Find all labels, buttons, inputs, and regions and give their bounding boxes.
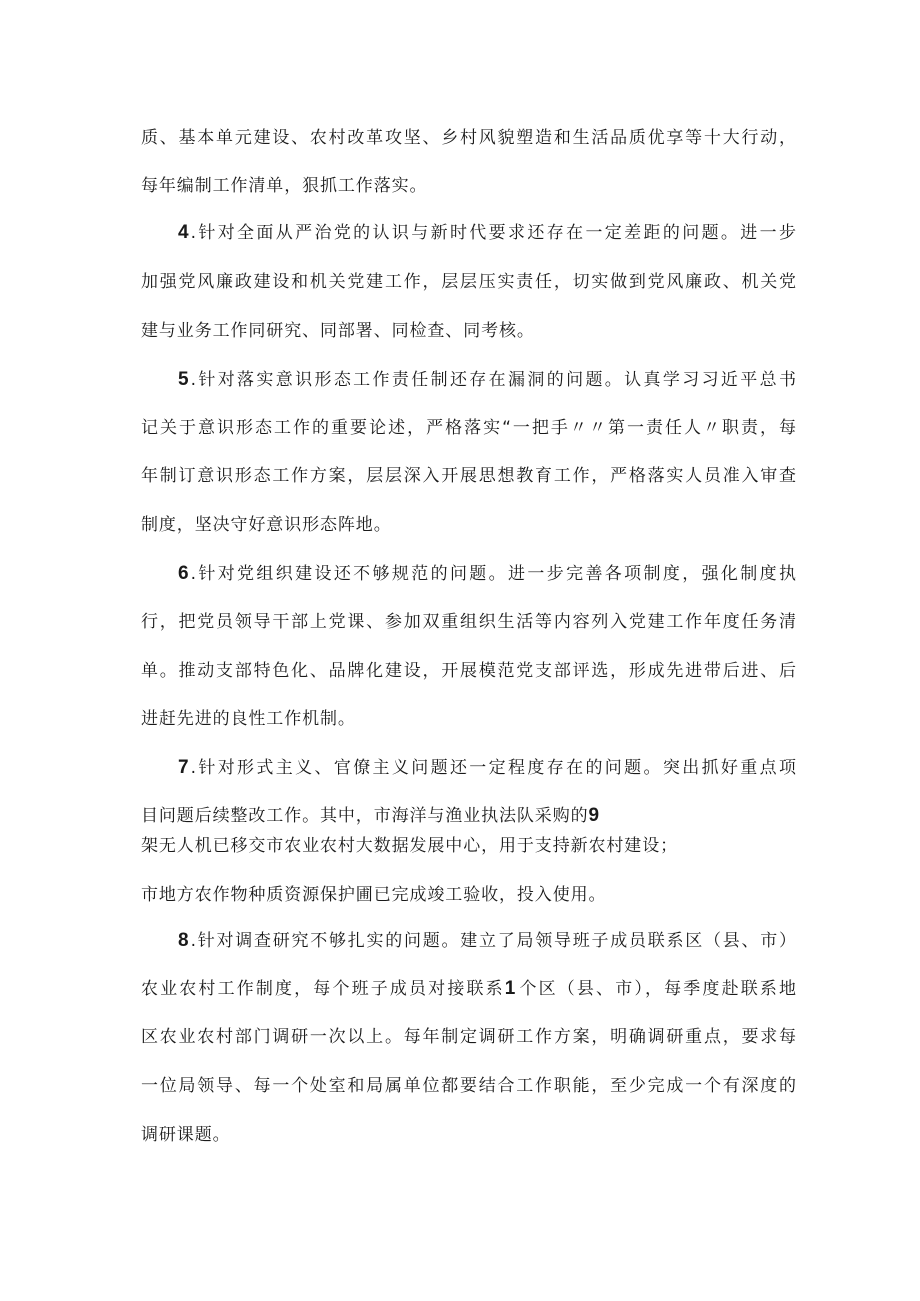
paragraph-line: 单。推动支部特色化、品牌化建设，开展模范党支部评选，形成先进带后进、后 [141, 661, 796, 681]
item-number: 4 [178, 222, 189, 243]
paragraph-line: 架无人机已移交市农业农村大数据发展中心，用于支持新农村建设； [141, 836, 678, 856]
paragraph-line: 进赶先进的良性工作机制。 [141, 709, 356, 729]
item-number: 7 [178, 757, 189, 778]
paragraph-line: 年制订意识形态工作方案，层层深入开展思想教育工作，严格落实人员准入审查 [141, 466, 796, 486]
item-number: 6 [178, 563, 189, 584]
paragraph-line: 4 .针对全面从严治党的认识与新时代要求还存在一定差距的问题。进一步 [178, 222, 796, 243]
paragraph-line: 市地方农作物种质资源保护圃已完成竣工验收，投入使用。 [141, 885, 607, 905]
paragraph-line: 调研课题。 [141, 1125, 231, 1145]
paragraph-line: 行，把党员领导干部上党课、参加双重组织生活等内容列入党建工作年度任务清 [141, 612, 796, 632]
paragraph-line: 6 .针对党组织建设还不够规范的问题。进一步完善各项制度，强化制度执 [178, 563, 796, 584]
paragraph-line: 区农业农村部门调研一次以上。每年制定调研工作方案，明确调研重点，要求每 [141, 1027, 796, 1047]
paragraph-line: 5 .针对落实意识形态工作责任制还存在漏洞的问题。认真学习习近平总书 [178, 369, 796, 390]
paragraph-line: 一位局领导、每一个处室和局属单位都要结合工作职能，至少完成一个有深度的 [141, 1076, 796, 1096]
paragraph-line: 建与业务工作同研究、同部署、同检查、同考核。 [141, 321, 535, 341]
item-number: 5 [178, 369, 189, 390]
item-number: 8 [178, 930, 189, 951]
paragraph-line: 8 .针对调查研究不够扎实的问题。建立了局领导班子成员联系区（县、市） [178, 930, 796, 951]
paragraph-line: 7 .针对形式主义、官僚主义问题还一定程度存在的问题。突出抓好重点项 [178, 757, 796, 778]
paragraph-line: 记关于意识形态工作的重要论述，严格落实“一把手〃〃第一责任人〃职责，每 [141, 418, 796, 438]
paragraph-line: 制度，坚决守好意识形态阵地。 [141, 515, 392, 535]
paragraph-line: 目问题后续整改工作。其中，市海洋与渔业执法队采购的9 [141, 805, 600, 826]
paragraph-line: 每年编制工作清单，狠抓工作落实。 [141, 176, 428, 196]
paragraph-line: 农业农村工作制度，每个班子成员对接联系1 个区（县、市），每季度赴联系地 [141, 978, 796, 999]
inline-number: 9 [588, 805, 600, 826]
paragraph-line: 加强党风廉政建设和机关党建工作，层层压实责任，切实做到党风廉政、机关党 [141, 272, 796, 292]
inline-number: 1 [504, 978, 516, 999]
paragraph-line: 质、基本单元建设、农村改革攻坚、乡村风貌塑造和生活品质优享等十大行动， [141, 128, 796, 148]
